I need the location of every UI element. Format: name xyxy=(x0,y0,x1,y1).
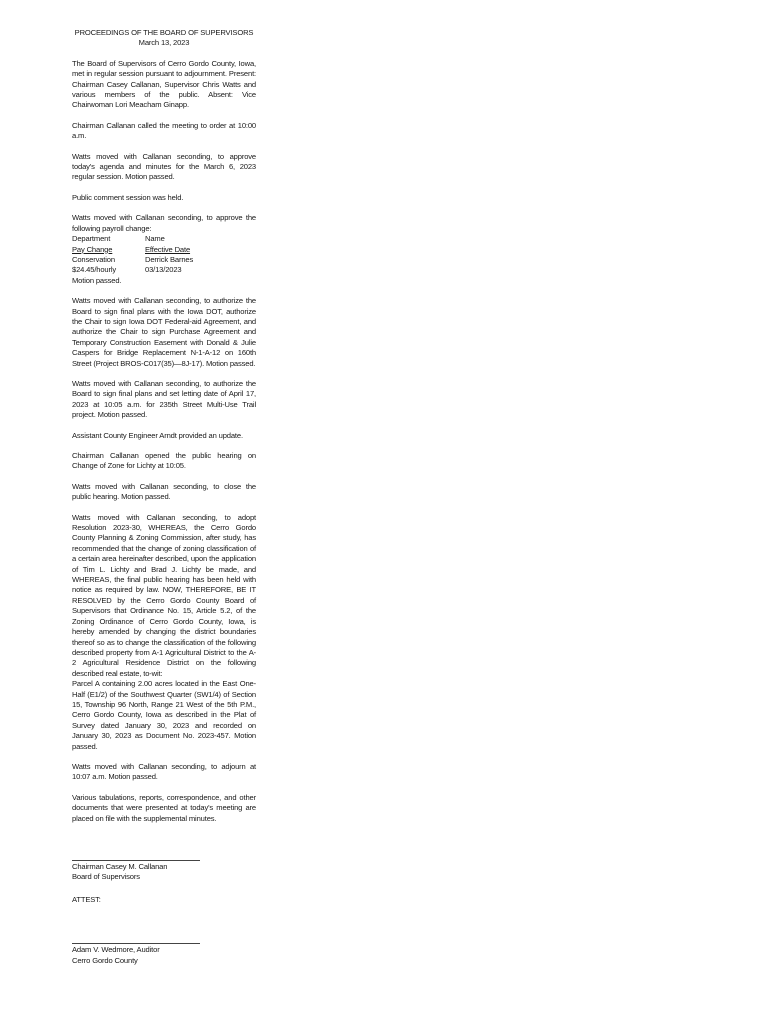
payroll-header-name: Name xyxy=(145,234,165,244)
paragraph-trail-project: Watts moved with Callanan seconding, to authorize the Board to sign final plans and set letting date of April 17, 2023 at 10:05 a.m. for 235th Street Multi-Use Trail project. Motion passed. xyxy=(72,378,256,420)
payroll-cell-pay: $24.45/hourly xyxy=(72,265,117,275)
chairman-name: Chairman Casey M. Callanan xyxy=(72,862,168,871)
payroll-cell-date: 03/13/2023 xyxy=(145,265,182,275)
paragraph-hearing-open: Chairman Callanan opened the public hearing on Change of Zone for Lichty at 10:05. xyxy=(72,451,256,471)
auditor-signature-line xyxy=(72,935,200,944)
chairman-title: Board of Supervisors xyxy=(72,872,140,882)
payroll-intro: Watts moved with Callanan seconding, to approve the following payroll change: xyxy=(72,213,256,233)
document-header xyxy=(72,28,256,49)
auditor-signature-block xyxy=(72,935,256,966)
paragraph-session-attendance: The Board of Supervisors of Cerro Gordo County, Iowa, met in regular session pursuant to adjournment. Present: Chairman Casey Callanan, Supervisor Chris Watts and various members of the public. Absent: Vice Chairwoman Lori Meacham Ginapp. xyxy=(72,58,256,110)
payroll-header-department: Department xyxy=(72,234,111,244)
payroll-change-section xyxy=(72,213,256,286)
resolution-body: Watts moved with Callanan seconding, to adopt Resolution 2023-30, WHEREAS, the Cerro Gordo County Planning & Zoning Commission, after study, has recommended that the change of zoning classification of a certain area hereinafter described, upon the application of Tim L. Lichty and Brad J. Lichty be made, and WHEREAS, the final public hearing has been held with notice as required by law. NOW, THEREFORE, BE IT RESOLVED by the Cerro Gordo County Board of Supervisors that Ordinance No. 15, Article 5.2, of the Zoning Ordinance of Cerro Gordo County, Iowa, is hereby amended by changing the district boundaries thereof so as to change the classification of the following described property from A-1 Agricultural District to the A-2 Agricultural Residence District on the following described real estate, to-wit: xyxy=(72,512,256,678)
attest-label: ATTEST: xyxy=(72,894,101,904)
paragraph-hearing-close: Watts moved with Callanan seconding, to close the public hearing. Motion passed. xyxy=(72,481,256,502)
resolution-section xyxy=(72,513,256,752)
paragraph-call-to-order: Chairman Callanan called the meeting to order at 10:00 a.m. xyxy=(72,120,256,141)
resolution-parcel: Parcel A containing 2.00 acres located in the East One-Half (E1/2) of the Southwest Quarter (SW1/4) of Section 15, Township 96 North, Range 21 West of the 5th P.M., Cerro Gordo County, Iowa as described in the Plat of Survey dated January 30, 2023 and recorded on January 30, 2023 as Document No. 2023-457. Motion passed. xyxy=(72,679,256,751)
payroll-cell-department: Conservation xyxy=(72,254,115,264)
document-date: March 13, 2023 xyxy=(138,38,190,48)
paragraph-agenda-approval: Watts moved with Callanan seconding, to approve today's agenda and minutes for the March 6, 2023 regular session. Motion passed. xyxy=(72,151,256,182)
payroll-cell-name: Derrick Barnes xyxy=(145,254,194,264)
paragraph-engineer-update: Assistant County Engineer Arndt provided an update. xyxy=(72,430,243,440)
chairman-signature-line xyxy=(72,852,200,861)
payroll-table xyxy=(72,234,256,276)
chairman-signature-block xyxy=(72,852,256,883)
paragraph-public-comment: Public comment session was held. xyxy=(72,192,184,202)
auditor-county: Cerro Gordo County xyxy=(72,955,138,965)
paragraph-supplemental: Various tabulations, reports, correspondence, and other documents that were presented at today's meeting are placed on file with the supplemental minutes. xyxy=(72,792,256,823)
paragraph-adjourn: Watts moved with Callanan seconding, to adjourn at 10:07 a.m. Motion passed. xyxy=(72,761,256,782)
payroll-header-pay-change: Pay Change xyxy=(72,244,113,254)
auditor-name: Adam V. Wedmore, Auditor xyxy=(72,945,160,955)
proceedings-column xyxy=(72,28,256,966)
payroll-header-effective-date: Effective Date xyxy=(145,244,191,254)
document-title: PROCEEDINGS OF THE BOARD OF SUPERVISORS xyxy=(74,28,254,37)
paragraph-bridge-replacement: Watts moved with Callanan seconding, to authorize the Board to sign final plans with the Iowa DOT, authorize the Chair to sign Iowa DOT Federal-aid Agreement, and authorize the Chair to sign Purchase Agreement and Temporary Construction Easement with Donald & Julie Caspers for Bridge Replacement N-1-A-12 on 160th Street (Project BROS-C017(35)—8J-17). Motion passed. xyxy=(72,296,256,368)
payroll-motion: Motion passed. xyxy=(72,275,122,285)
